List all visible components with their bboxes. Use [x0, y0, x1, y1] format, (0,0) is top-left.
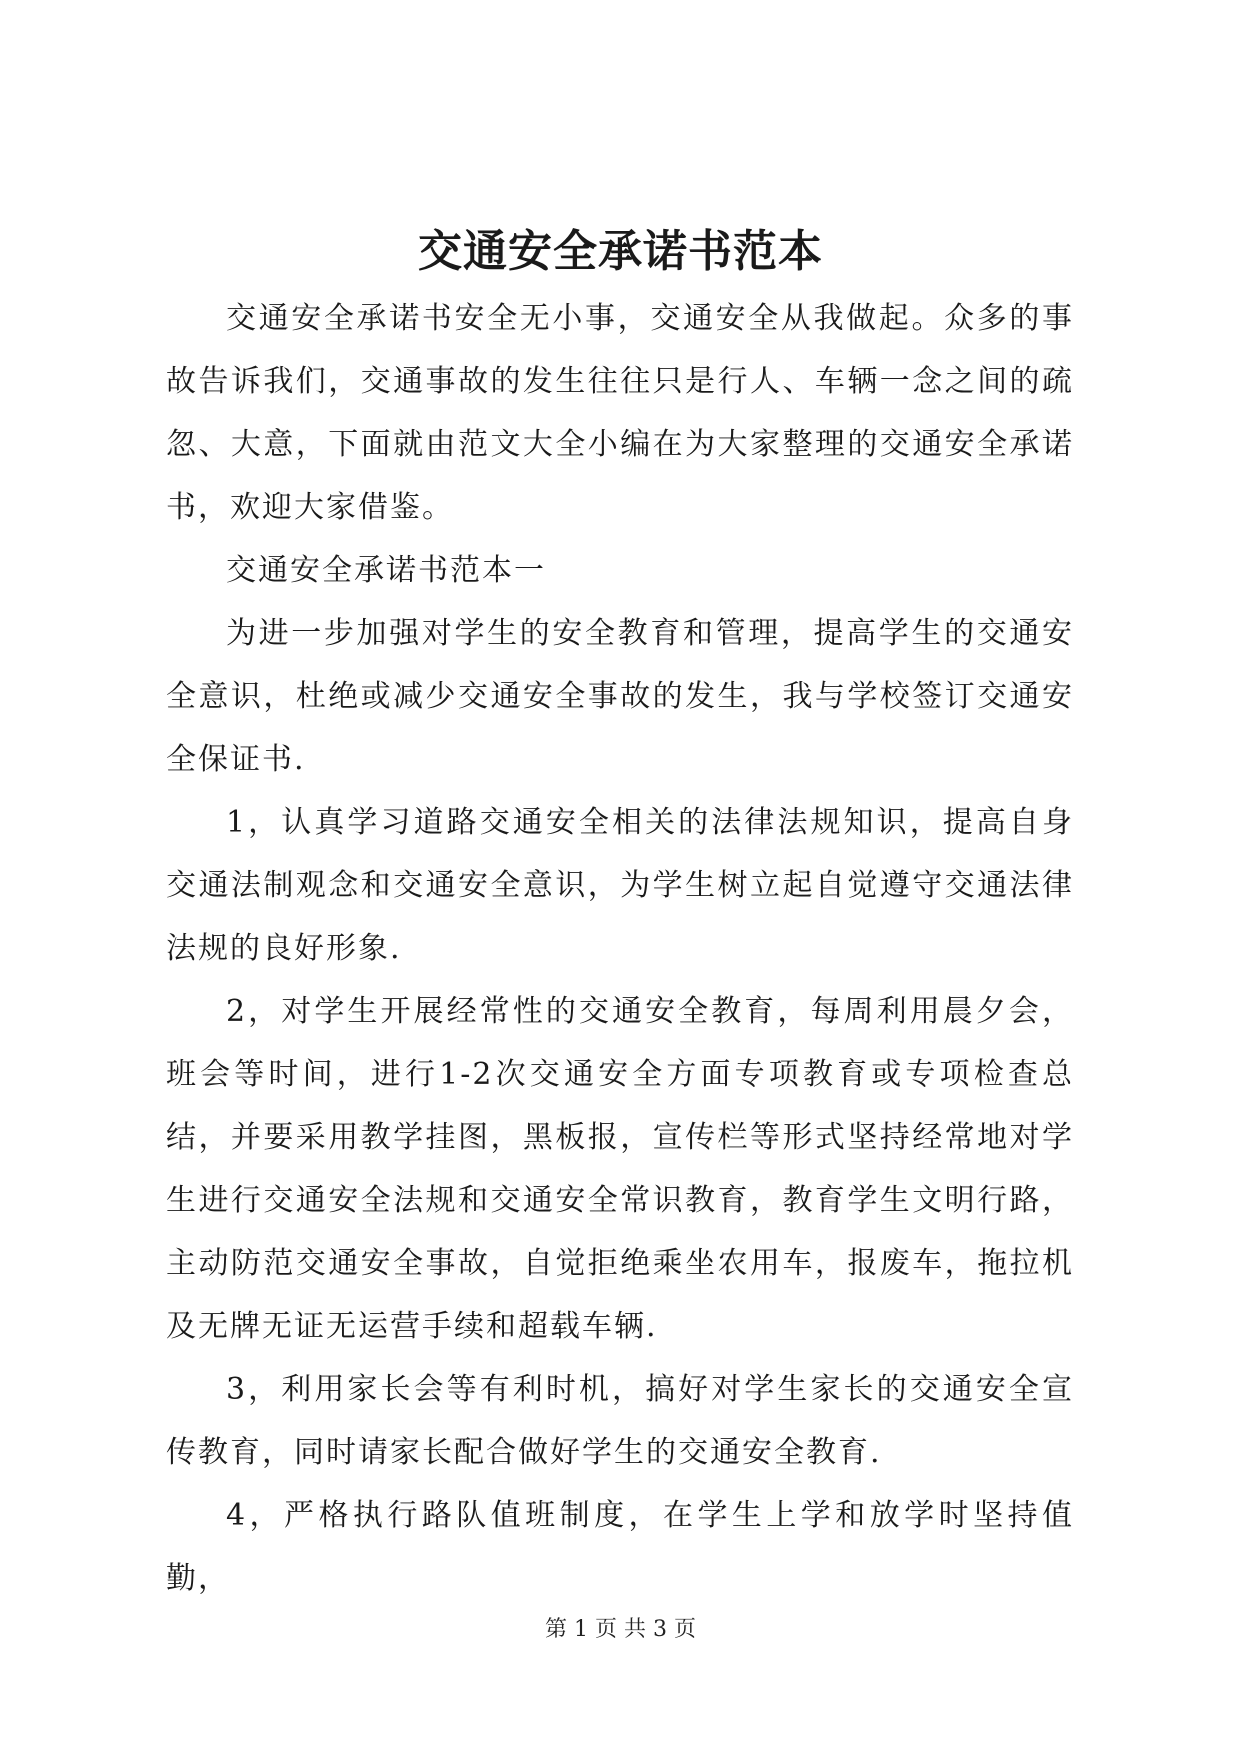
paragraph-purpose: 为进一步加强对学生的安全教育和管理，提高学生的交通安全意识，杜绝或减少交通安全事故的发生，我与学校签订交通安全保证书.: [166, 616, 1074, 777]
page-footer: 第 1 页 共 3 页: [545, 1617, 696, 1642]
page-title: 交通安全承诺书范本: [418, 226, 823, 277]
paragraph-item-2: 2，对学生开展经常性的交通安全教育，每周利用晨夕会，班会等时间，进行1-2次交通安全方面专项教育或专项检查总结，并要采用教学挂图，黑板报，宣传栏等形式坚持经常地对学生进行交通安全法规和交通安全常识教育，教育学生文明行路，主动防范交通安全事故，自觉拒绝乘坐农用车，报废车，拖拉机及无牌无证无运营手续和超载车辆.: [166, 994, 1074, 1344]
paragraph-item-3: 3，利用家长会等有利时机，搞好对学生家长的交通安全宣传教育，同时请家长配合做好学生的交通安全教育.: [166, 1372, 1074, 1470]
paragraph-item-4: 4，严格执行路队值班制度，在学生上学和放学时坚持值勤，: [166, 1498, 1074, 1596]
paragraph-intro: 交通安全承诺书安全无小事，交通安全从我做起。众多的事故告诉我们，交通事故的发生往往只是行人、车辆一念之间的疏忽、大意，下面就由范文大全小编在为大家整理的交通安全承诺书，欢迎大家借鉴。: [166, 301, 1074, 525]
section-heading: 交通安全承诺书范本一: [226, 553, 546, 588]
paragraph-item-1: 1，认真学习道路交通安全相关的法律法规知识，提高自身交通法制观念和交通安全意识，为学生树立起自觉遵守交通法律法规的良好形象.: [166, 805, 1074, 966]
document-body: [166, 287, 1074, 1610]
